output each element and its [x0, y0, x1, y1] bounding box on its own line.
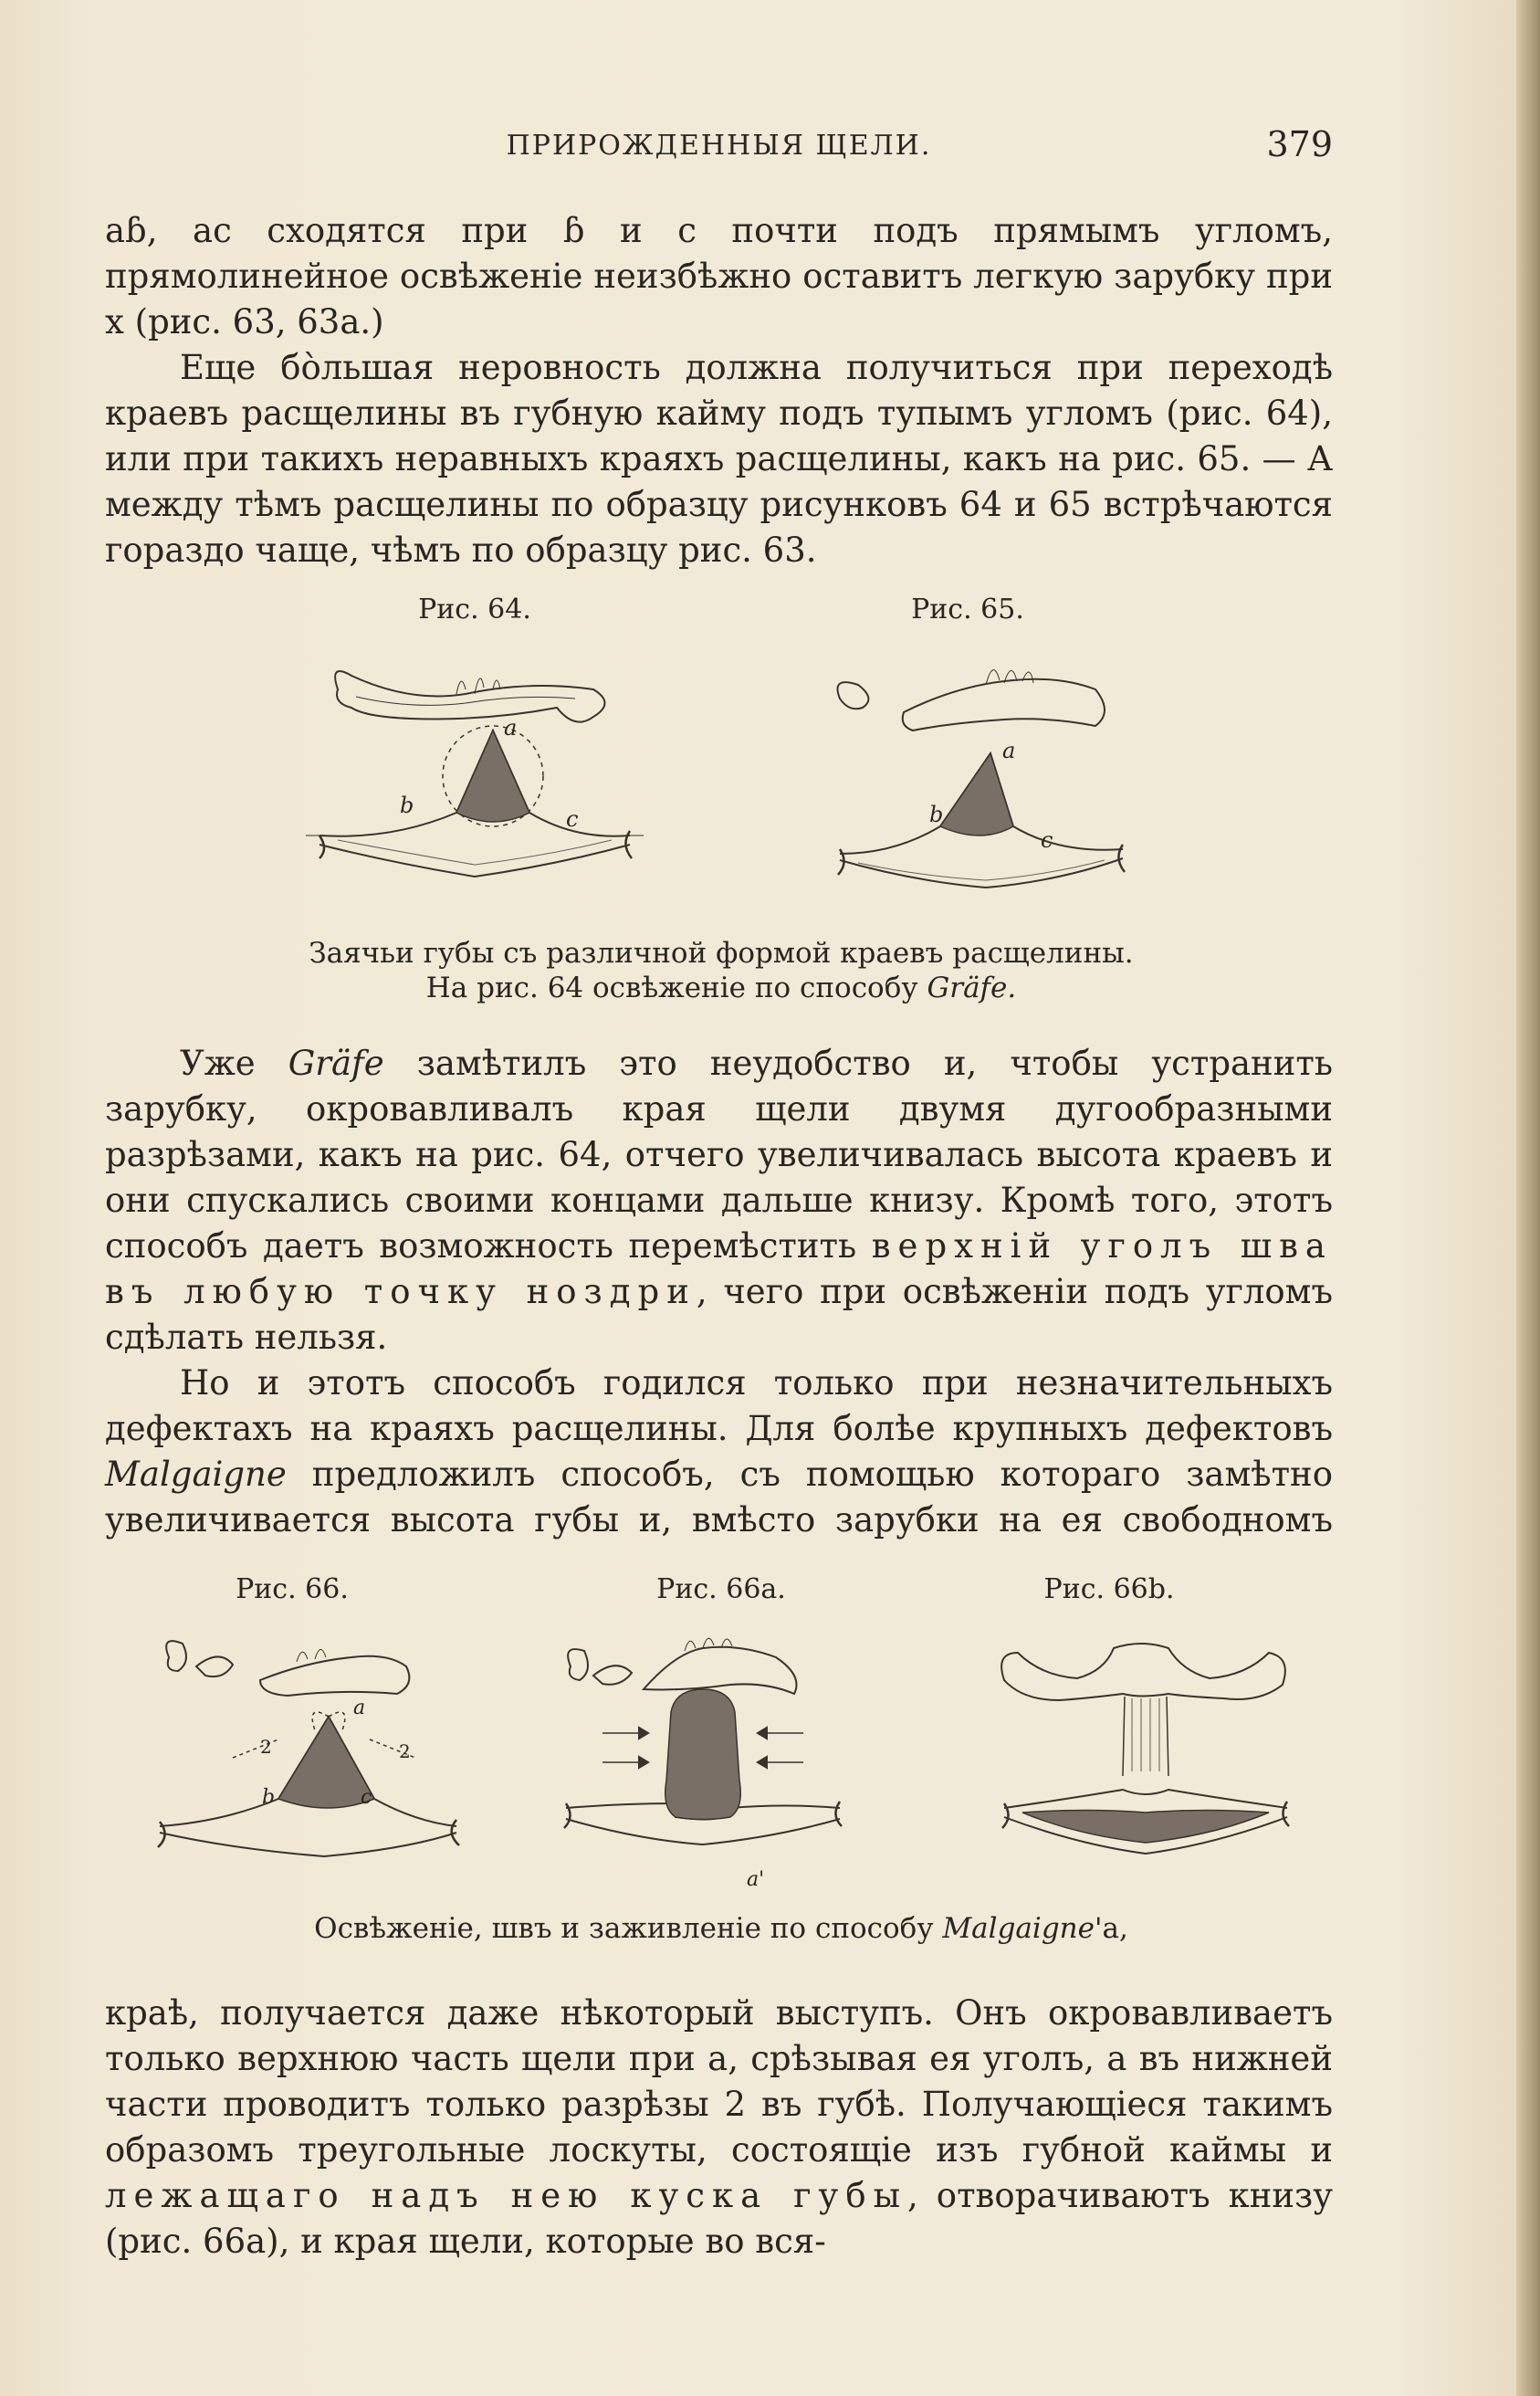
paragraph-5-spaced: лежащаго надъ нею куска губы: [105, 2176, 908, 2215]
figure-caption-2: [210, 1911, 1232, 1946]
paragraph-3-name: Gräfe: [288, 1044, 384, 1083]
fig64-letter-c: c: [566, 806, 579, 832]
fig66-letter-b: b: [262, 1786, 276, 1809]
paragraph-3-part-3: , чего при освѣженіи подъ угломъ сдѣлать нельзя.: [105, 1272, 1333, 1357]
page-number: 379: [1266, 124, 1333, 164]
fig66-number-right: 2: [399, 1740, 411, 1762]
page-edge: [1516, 0, 1540, 2396]
fig65-letter-a: a: [1002, 738, 1016, 763]
caption-1-line-2-prefix: На рис. 64 освѣженіе по способу: [425, 972, 927, 1004]
fig66-illustration: [141, 1630, 470, 1867]
paragraph-3: [105, 1041, 1333, 1361]
fig66-number-left: 2: [260, 1736, 272, 1758]
fig66-letter-c: c: [361, 1786, 372, 1809]
paragraph-4-name: Malgaigne: [105, 1455, 287, 1494]
fig65-label: Рис. 65.: [911, 594, 1024, 625]
caption-1-line-2: [210, 971, 1232, 1005]
paragraph-4-part-1: Но и этотъ способъ годился только при незначительныхъ дефектахъ на краяхъ расщелины. Для болѣе крупныхъ дефектовъ: [105, 1363, 1333, 1448]
fig65-letter-b: b: [929, 802, 944, 827]
paragraph-2: Еще бо̀льшая неровность должна получиться при переходѣ краевъ расщелины въ губную кайму подъ тупымъ угломъ (рис. 64), или при такихъ неравныхъ краяхъ расщелины, какъ на рис. 65. — А между тѣмъ расщелины по образцу рисунковъ 64 и 65 встрѣчаются гораздо чаще, чѣмъ по образцу рис. 63.: [105, 348, 1333, 570]
paragraph-3-part-1: Уже: [180, 1044, 288, 1083]
paragraph-3-part-2: замѣтилъ это неудобство и, чтобы устранить зарубку, окровавливалъ края щели двумя дугообразными разрѣзами, какъ на рис. 64, отчего увеличивалась высота краевъ и они спускались своими концами дальше книзу. Кромѣ того, этотъ способъ даетъ возможность перемѣстить: [105, 1044, 1333, 1266]
paragraph-5-part-2: , отворачиваютъ книзу (рис. 66a), и края щели, которые во вся-: [105, 2176, 1333, 2261]
fig66a-illustration: [548, 1625, 858, 1890]
paragraph-4: [105, 1361, 1333, 1543]
running-head: ПРИРОЖДЕННЫЯ ЩЕЛИ.: [506, 130, 932, 162]
text-block-top: [105, 208, 1333, 573]
fig66a-label: Рис. 66a.: [656, 1573, 786, 1605]
paragraph-5: [105, 1991, 1333, 2265]
page-header: [105, 124, 1333, 164]
fig66a-letter-a-prime: a': [747, 1868, 765, 1890]
text-block-bottom: [105, 1991, 1333, 2265]
fig64-letter-b: b: [400, 793, 414, 818]
paragraph-3-spaced: верхній уголъ шва въ любую точку ноздри: [105, 1226, 1333, 1311]
caption-2-suffix: 'a,: [1094, 1912, 1128, 1945]
caption-2-author-name: Malgaigne: [942, 1912, 1095, 1945]
fig64-letter-a: a: [504, 715, 518, 741]
fig64-illustration: [301, 653, 648, 899]
figure-caption-1: [210, 936, 1232, 1005]
paragraph-1: aɓ, ac сходятся при ɓ и c почти подъ прямымъ угломъ, прямолинейное освѣженіе неизбѣжно оставитъ легкую зарубку при x (рис. 63, 63a.): [105, 211, 1333, 342]
fig66-letter-a: a: [353, 1697, 366, 1719]
fig64-label: Рис. 64.: [418, 594, 531, 625]
caption-1-line-1: Заячьи губы съ различной формой краевъ расщелины.: [309, 937, 1134, 970]
fig65-illustration: [822, 648, 1132, 904]
fig66-label: Рис. 66.: [236, 1573, 349, 1605]
fig66b-label: Рис. 66b.: [1043, 1573, 1175, 1605]
text-block-middle: [105, 1041, 1333, 1543]
fig65-letter-c: c: [1041, 827, 1053, 853]
fig66b-illustration: [986, 1625, 1305, 1890]
paragraph-4-part-2: предложилъ способъ, съ помощью котораго замѣтно увеличивается высота губы и, вмѣсто зарубки на ея свободномъ: [105, 1455, 1333, 1540]
caption-2-prefix: Освѣженіе, швъ и заживленіе по способу: [314, 1912, 943, 1945]
caption-1-author-name: Gräfe.: [927, 972, 1017, 1004]
paragraph-5-part-1: краѣ, получается даже нѣкоторый выступъ. Онъ окровавливаетъ только верхнюю часть щели при a, срѣзывая ея уголъ, а въ нижней части проводитъ только разрѣзы 2 въ губѣ. Получающіеся такимъ образомъ треугольные лоскуты, состоящіе изъ губной каймы и: [105, 1993, 1333, 2170]
